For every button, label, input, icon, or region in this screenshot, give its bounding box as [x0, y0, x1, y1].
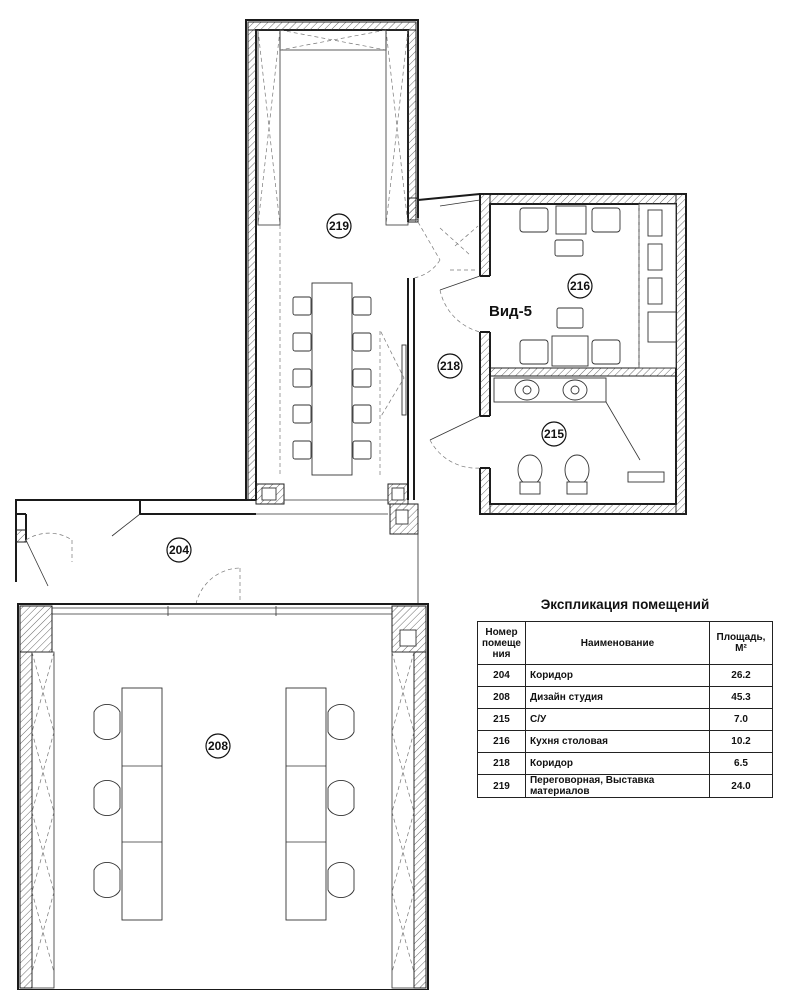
- room-219-walls: [246, 20, 440, 504]
- room-marker-204: [167, 538, 191, 562]
- header-area: Площадь, М²: [710, 622, 773, 665]
- corridor-204-walls: [16, 500, 418, 604]
- room-number-219: 219: [328, 219, 350, 233]
- row-area: 45.3: [710, 687, 773, 709]
- row-area: 10.2: [710, 731, 773, 753]
- room-number-215: 215: [543, 427, 565, 441]
- table-row: [478, 753, 773, 775]
- row-name: Кухня столовая: [525, 731, 709, 753]
- explication-title: Экспликация помещений: [540, 597, 710, 612]
- table-row: [478, 665, 773, 687]
- row-number: 204: [478, 665, 526, 687]
- view-label: Вид-5: [489, 303, 532, 320]
- row-name: Коридор: [525, 753, 709, 775]
- room-number-218: 218: [439, 359, 461, 373]
- row-name: Дизайн студия: [525, 687, 709, 709]
- explication-table: [477, 621, 773, 798]
- room-marker-219: [327, 214, 351, 238]
- room-number-216: 216: [569, 279, 591, 293]
- header-number: Номер помеще ния: [478, 622, 526, 665]
- row-number: 219: [478, 775, 526, 798]
- row-name: С/У: [525, 709, 709, 731]
- header-name: Наименование: [525, 622, 709, 665]
- room-216-215-walls: [430, 194, 686, 514]
- room-208-walls: [18, 604, 428, 990]
- row-number: 215: [478, 709, 526, 731]
- room-marker-216: [568, 274, 592, 298]
- room-marker-218: [438, 354, 462, 378]
- table-row: [478, 687, 773, 709]
- row-number: 216: [478, 731, 526, 753]
- row-number: 218: [478, 753, 526, 775]
- room-marker-208: [206, 734, 230, 758]
- room-number-208: 208: [207, 739, 229, 753]
- row-name: Переговорная, Выставка материалов: [525, 775, 709, 798]
- row-name: Коридор: [525, 665, 709, 687]
- row-area: 24.0: [710, 775, 773, 798]
- table-header-row: [478, 622, 773, 665]
- room-marker-215: [542, 422, 566, 446]
- row-number: 208: [478, 687, 526, 709]
- row-area: 7.0: [710, 709, 773, 731]
- table-row: [478, 775, 773, 798]
- explication-legend: [477, 597, 773, 798]
- table-row: [478, 731, 773, 753]
- table-row: [478, 709, 773, 731]
- row-area: 6.5: [710, 753, 773, 775]
- room-number-204: 204: [168, 543, 190, 557]
- row-area: 26.2: [710, 665, 773, 687]
